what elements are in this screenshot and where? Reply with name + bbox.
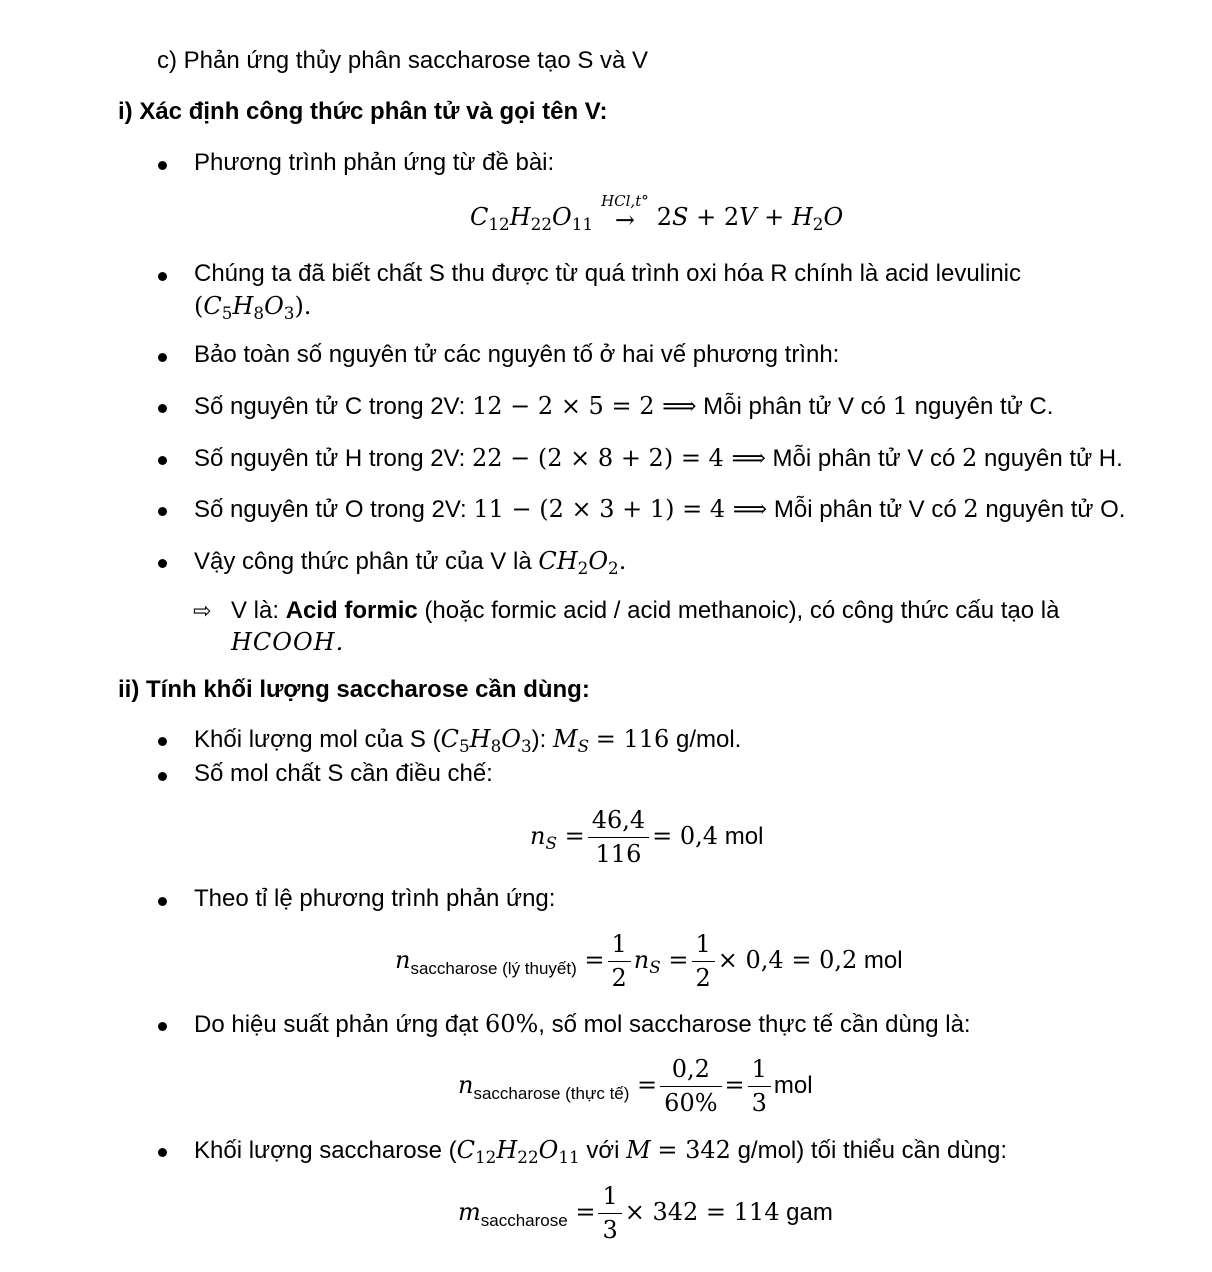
bullet	[158, 559, 167, 568]
bullet	[158, 404, 167, 413]
bullet-text: Phương trình phản ứng từ đề bài:	[194, 149, 555, 176]
part-i-heading: i) Xác định công thức phân tử và gọi tên V:	[118, 98, 608, 125]
reaction-condition: HCl,t°	[601, 192, 649, 210]
bullet	[158, 772, 167, 781]
bullet-text: Số mol chất S cần điều chế:	[194, 760, 493, 787]
bullet-text: Chúng ta đã biết chất S thu được từ quá trình oxi hóa R chính là acid levulinic	[194, 260, 1022, 287]
theoretical-mol-equation: $n_{saccharose (lý thuyết)}$ = $\frac{1}{2}$ $n_S$ = $\frac{1}{2}$ × 0,4 = 0,2 mol	[395, 930, 903, 993]
mass-equation: $m_{saccharose}$ = $\frac{1}{3}$ × 342 = 114 gam	[458, 1182, 833, 1245]
actual-mol-equation: $n_{saccharose (thực tế)}$ = $\frac{0,2}{60\%}$ = $\frac{1}{3}$ mol	[458, 1055, 813, 1118]
arrow-right-icon: ⇨	[193, 599, 212, 624]
bullet	[158, 161, 167, 170]
levulinic-formula: $(C_5H_8O_3)$.	[194, 292, 312, 324]
bullet-text: Bảo toàn số nguyên tử các nguyên tố ở hai vế phương trình:	[194, 341, 840, 368]
reaction-equation: $C_{12}H_{22}O_{11}$ HCl,t° → $2S + 2V + H_2O$	[470, 192, 844, 235]
yield-line: Do hiệu suất phản ứng đạt 60%, số mol saccharose thực tế cần dùng là:	[194, 1010, 971, 1038]
bullet	[158, 897, 167, 906]
v-formula-line: Vậy công thức phân tử của V là $CH_2O_2$.	[194, 547, 627, 579]
oxygen-count-line: Số nguyên tử O trong 2V: 11 − (2 × 3 + 1) = 4 ⟹ Mỗi phân tử V có 2 nguyên tử O.	[194, 495, 1126, 523]
carbon-count-line: Số nguyên tử C trong 2V: 12 − 2 × 5 = 2 ⟹ Mỗi phân tử V có 1 nguyên tử C.	[194, 392, 1054, 420]
conclusion-line: V là: Acid formic (hoặc formic acid / acid methanoic), có công thức cấu tạo là	[231, 597, 1060, 624]
bullet	[158, 456, 167, 465]
part-ii-heading: ii) Tính khối lượng saccharose cần dùng:	[118, 676, 590, 703]
bullet	[158, 1022, 167, 1031]
bullet	[158, 272, 167, 281]
section-c-title: c) Phản ứng thủy phân saccharose tạo S và V	[157, 47, 649, 74]
ns-equation: $n_S$ = $\frac{46,4}{116}$ = 0,4 mol	[530, 806, 764, 869]
bullet	[158, 1148, 167, 1157]
saccharose-mass-line: Khối lượng saccharose ($C_{12}H_{22}O_{11}$ với M = 342 g/mol) tối thiểu cần dùng:	[194, 1136, 1008, 1168]
bullet	[158, 507, 167, 516]
hydrogen-count-line: Số nguyên tử H trong 2V: 22 − (2 × 8 + 2) = 4 ⟹ Mỗi phân tử V có 2 nguyên tử H.	[194, 444, 1123, 472]
hcooh-formula: HCOOH.	[231, 628, 345, 656]
molar-mass-line: Khối lượng mol của S $(C_5H_8O_3)$: $M_S = 116$ g/mol.	[194, 725, 742, 757]
bullet	[158, 737, 167, 746]
bullet-text: Theo tỉ lệ phương trình phản ứng:	[194, 885, 556, 912]
bullet	[158, 353, 167, 362]
